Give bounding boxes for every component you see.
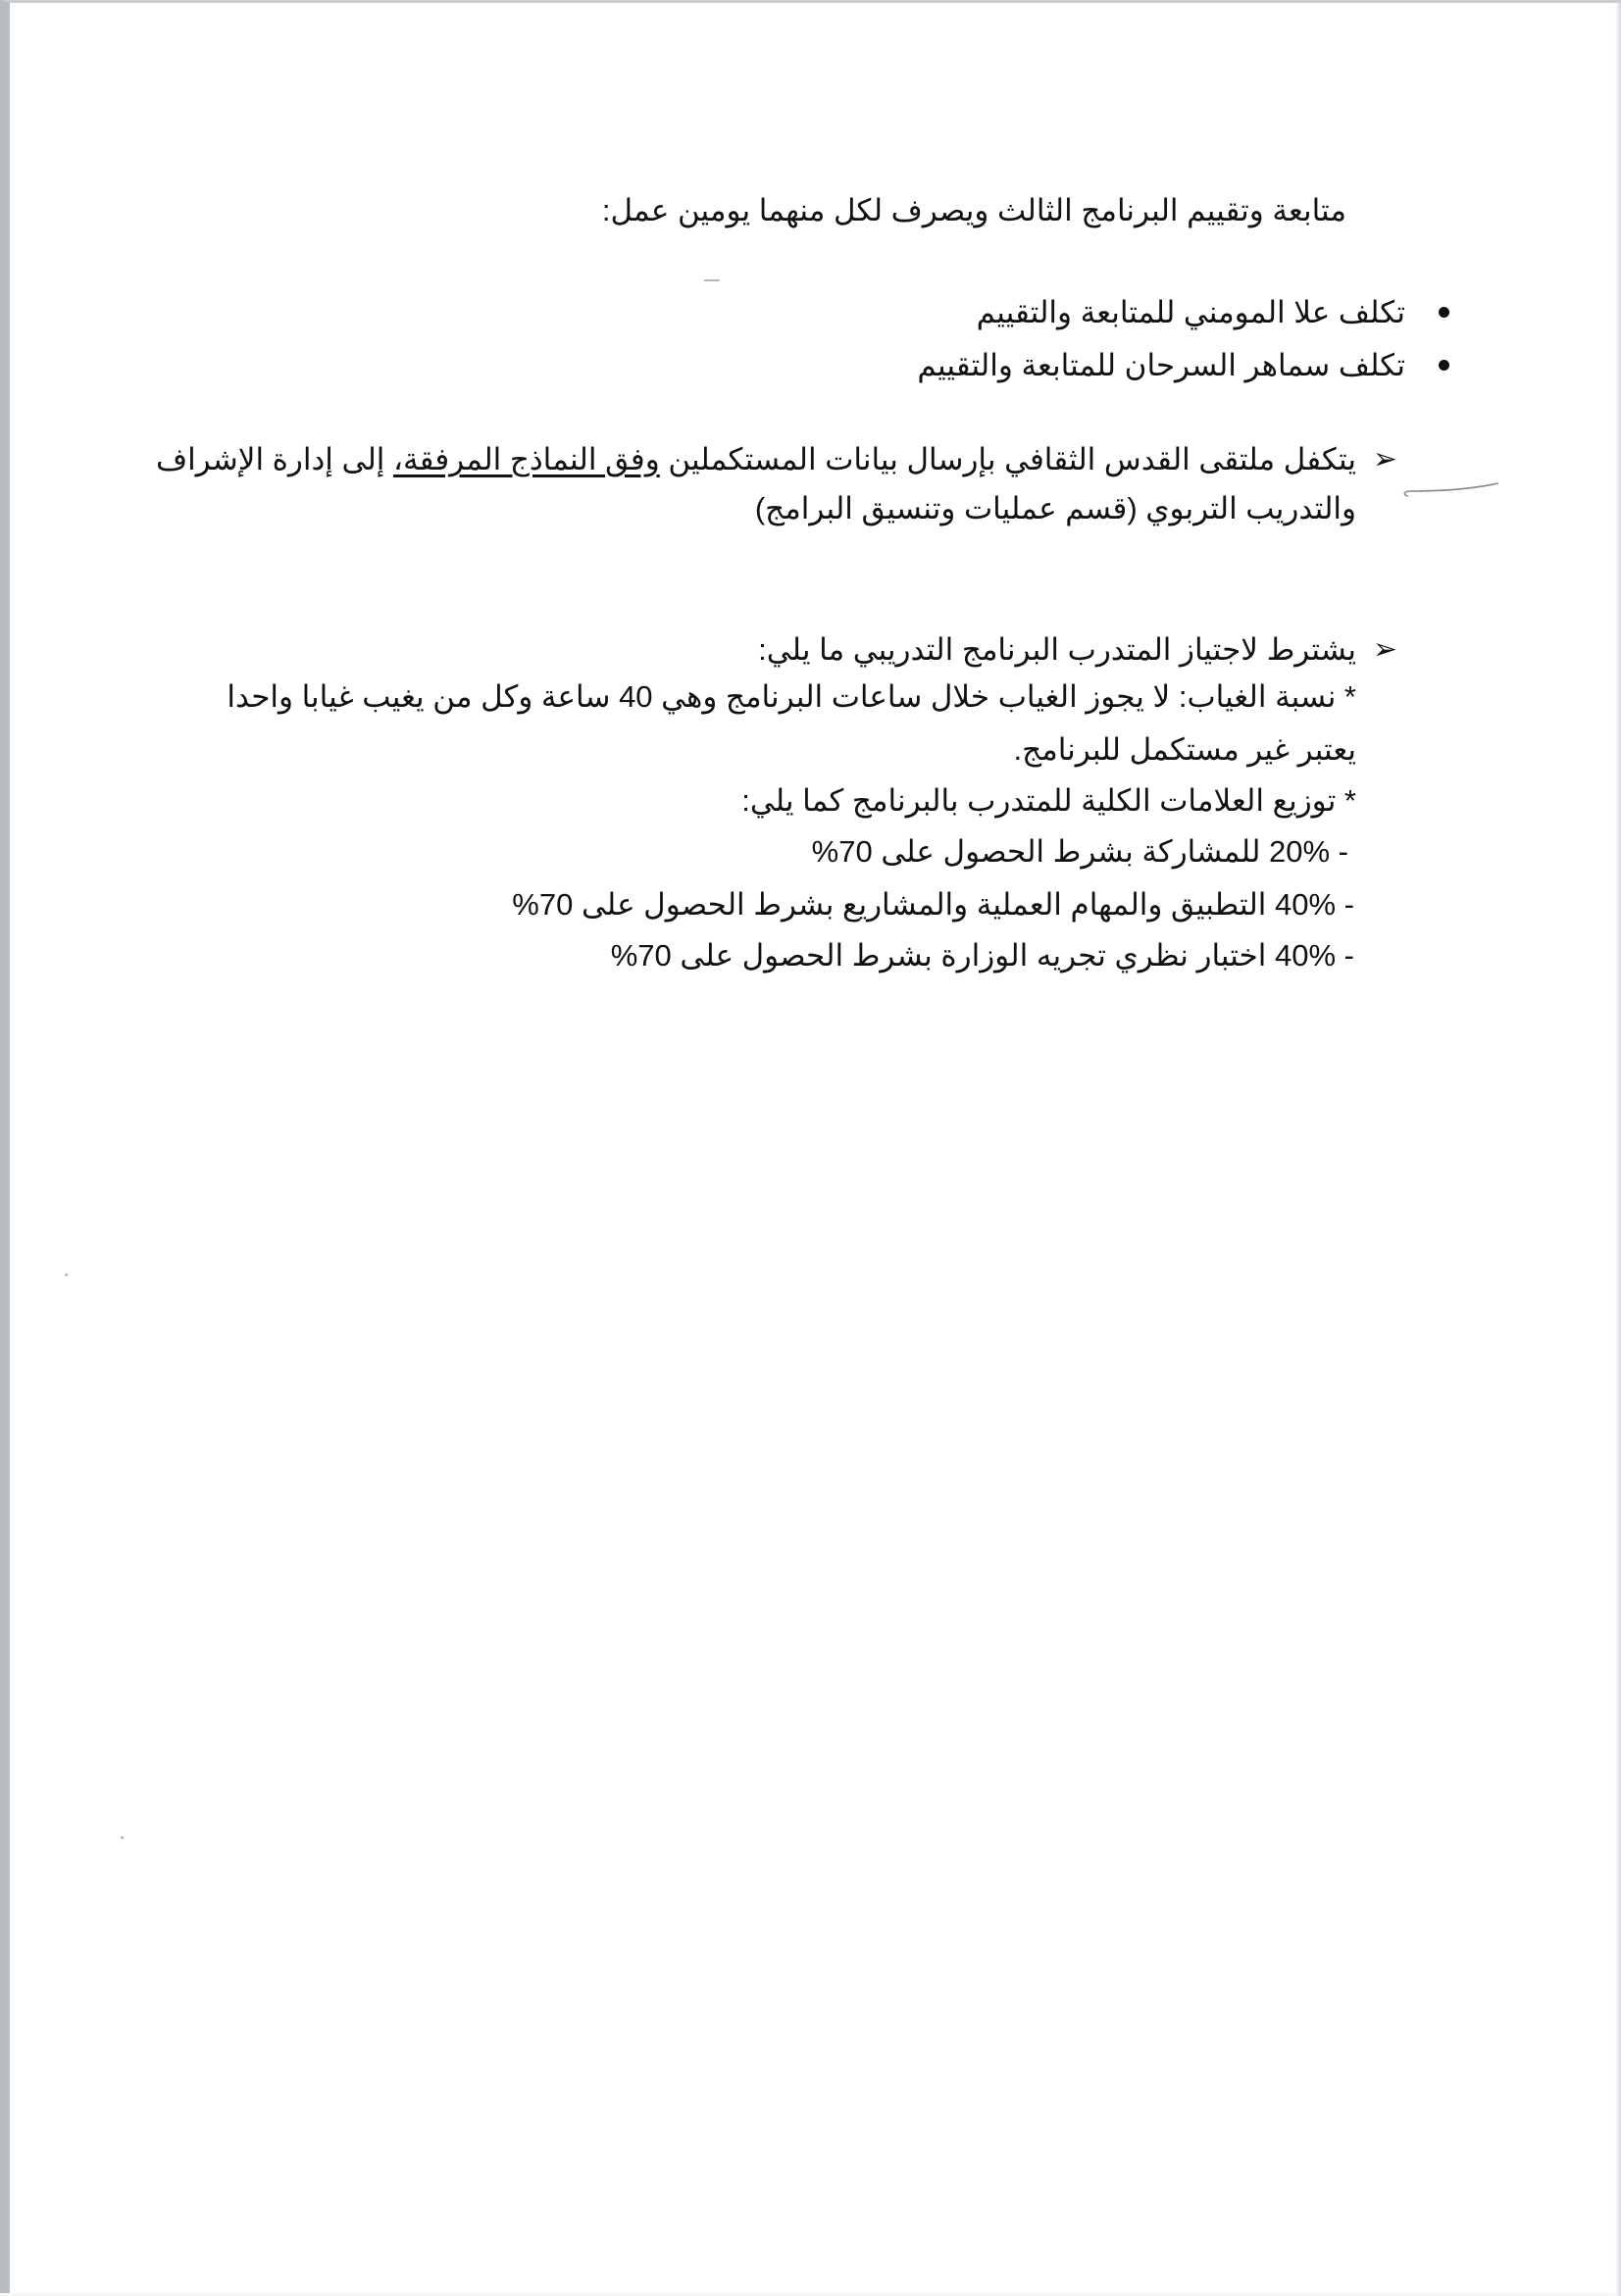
clause-1-text-a: يتكفل ملتقى القدس الثقافي بإرسال بيانات المستكملين xyxy=(659,442,1356,476)
clause-2-heading-text: يشترط لاجتياز المتدرب البرنامج التدريبي ما يلي: xyxy=(758,632,1356,667)
absence-rule-line-1: * نسبة الغياب: لا يجوز الغياب خلال ساعات البرنامج وهي 40 ساعة وكل من يغيب غيابا واحدا xyxy=(227,679,1356,714)
marks-item-1: - 20% للمشاركة بشرط الحصول على 70% xyxy=(811,834,1348,869)
page-edge-shadow xyxy=(1615,3,1621,2296)
pen-stroke-mark xyxy=(1402,479,1500,499)
arrow-bullet-icon: ➢ xyxy=(1372,442,1397,476)
marks-distribution-heading: * توزيع العلامات الكلية للمتدرب بالبرنامج كما يلي: xyxy=(741,783,1356,818)
scan-speck xyxy=(121,1836,124,1839)
scan-speck xyxy=(65,1273,68,1276)
marks-item-2: - 40% التطبيق والمهام العملية والمشاريع بشرط الحصول على 70% xyxy=(512,887,1354,922)
marks-item-3: - 40% اختبار نظري تجريه الوزارة بشرط الحصول على 70% xyxy=(610,938,1354,973)
scan-speck xyxy=(704,279,720,281)
arrow-bullet-icon: ➢ xyxy=(1372,632,1397,667)
assignment-item-1 xyxy=(327,293,1405,332)
assignment-text-1: تكلف علا المومني للمتابعة والتقييم xyxy=(976,295,1405,329)
clause-2-heading xyxy=(101,630,1397,670)
clause-1-text-b: إلى إدارة الإشراف xyxy=(155,442,394,476)
clause-1-line-1 xyxy=(101,440,1397,479)
bullet-icon xyxy=(1439,307,1449,318)
clause-1-underlined-text: وفق النماذج المرفقة، xyxy=(393,442,660,476)
intro-line: متابعة وتقييم البرنامج الثالث ويصرف لكل منهما يومين عمل: xyxy=(601,193,1346,227)
assignment-item-2 xyxy=(327,346,1405,385)
bullet-icon xyxy=(1439,360,1449,371)
clause-1-line-2: والتدريب التربوي (قسم عمليات وتنسيق البرامج) xyxy=(754,491,1356,525)
absence-rule-line-2: يعتبر غير مستكمل للبرنامج. xyxy=(1013,732,1356,767)
assignment-text-2: تكلف سماهر السرحان للمتابعة والتقييم xyxy=(917,348,1405,382)
